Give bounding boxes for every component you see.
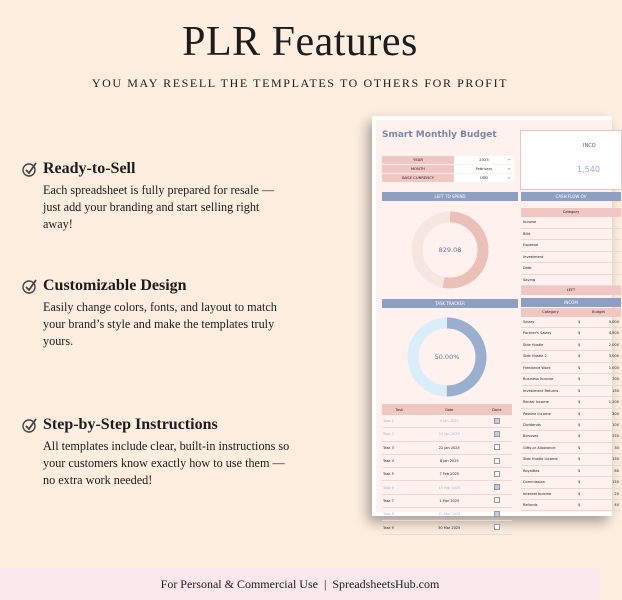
income-row	[521, 500, 621, 511]
income-row	[521, 386, 621, 397]
income-currency: $	[578, 468, 581, 473]
task-row	[382, 508, 512, 521]
cash-flow-row: Bills	[521, 229, 621, 241]
income-amount: 1,200	[608, 400, 619, 405]
income-category: Side Hustle Income	[523, 457, 558, 462]
task-date: 1 Mar 2025	[417, 494, 482, 507]
income-category: Refunds	[523, 503, 538, 507]
income-row	[521, 317, 621, 328]
task-done-checkbox[interactable]	[494, 484, 500, 490]
task-date: 15 Feb 2025	[417, 481, 482, 494]
income-category: Business Income	[523, 377, 554, 382]
income-currency: $	[578, 331, 581, 336]
task-date: 15 Jan 2025	[417, 428, 482, 441]
income-category: Passive Income	[523, 411, 551, 416]
income-category: Partner's Salary	[523, 331, 552, 336]
cash-flow-row: Income	[521, 217, 621, 229]
task-column-header: Task	[382, 404, 417, 415]
income-category: Side Hustle 2	[523, 354, 547, 359]
setting-label: BASE CURRENCY	[382, 174, 454, 182]
income-currency: $	[578, 377, 581, 382]
setting-label: YEAR	[382, 156, 454, 164]
left-to-spend-header: LEFT TO SPEND	[382, 192, 518, 201]
task-progress-value: 50.00%	[434, 353, 460, 361]
income-row	[521, 374, 621, 385]
task-row	[382, 481, 512, 494]
task-date: 7 Feb 2025	[417, 468, 482, 481]
income-currency: $	[578, 365, 581, 370]
page-subtitle: YOU MAY RESELL THE TEMPLATES TO OTHERS FOR PROFIT	[91, 76, 509, 90]
income-amount: 20	[614, 491, 619, 496]
income-currency: $	[578, 320, 581, 324]
task-row	[382, 468, 512, 481]
income-currency: $	[578, 400, 581, 405]
task-name: Task 7	[382, 494, 417, 507]
footer-website: SpreadsheetsHub.com	[332, 576, 440, 591]
task-date: 22 Jan 2025	[417, 441, 482, 454]
income-budget-header: Budget	[592, 310, 605, 314]
income-category: Investment Returns	[523, 388, 559, 393]
income-category: Side Hustle	[523, 342, 544, 347]
income-currency: $	[578, 434, 581, 439]
income-currency: $	[578, 342, 581, 347]
income-row	[521, 351, 621, 362]
income-amount: 150	[612, 388, 619, 393]
task-name: Task 4	[382, 454, 417, 467]
income-row	[521, 363, 621, 374]
task-date: 8 Jan 2025	[417, 454, 482, 467]
task-row	[382, 415, 512, 428]
task-name: Task 9	[382, 521, 417, 534]
sheet-settings	[382, 156, 514, 183]
income-amount: 150	[612, 457, 619, 462]
income-table	[521, 308, 621, 511]
income-amount: 150	[612, 480, 619, 485]
income-category: Royalties	[523, 468, 540, 473]
income-currency: $	[578, 388, 581, 393]
sheet-title: Smart Monthly Budget	[382, 130, 497, 140]
check-badge-icon	[22, 278, 38, 294]
income-amount: 1,000	[608, 365, 619, 370]
task-done-checkbox[interactable]	[494, 497, 500, 503]
spreadsheet-preview	[372, 116, 619, 530]
footer-bar	[0, 568, 600, 600]
task-date: 30 Mar 2025	[417, 521, 482, 534]
task-name: Task 6	[382, 481, 417, 494]
income-row	[521, 489, 621, 500]
task-done-checkbox[interactable]	[494, 418, 500, 424]
feature-title: Step-by-Step Instructions	[43, 416, 218, 433]
date-column-header: Date	[417, 404, 482, 415]
task-name: Task 2	[382, 428, 417, 441]
feature-customizable-design	[22, 277, 292, 350]
income-category: Freelance Work	[523, 365, 551, 370]
feature-description: Easily change colors, fonts, and layout to match your brand’s style and make the templates truly yours.	[43, 300, 277, 348]
income-currency: $	[578, 491, 581, 496]
footer-usage: For Personal & Commercial Use	[160, 576, 318, 591]
cash-flow-table	[521, 208, 621, 295]
feature-description: Each spreadsheet is fully prepared for resale — just add your branding and start selling right away!	[43, 183, 275, 231]
income-row	[521, 454, 621, 465]
income-row	[521, 420, 621, 431]
income-amount: 40	[614, 503, 619, 507]
income-category: Rental Income	[523, 400, 549, 405]
page-title: PLR Features	[182, 19, 418, 65]
feature-description: All templates include clear, built-in instructions so your customers know exactly how to use them — no extra work needed!	[43, 439, 290, 487]
income-row	[521, 340, 621, 351]
task-row	[382, 494, 512, 507]
feature-step-by-step	[22, 416, 292, 489]
task-row	[382, 428, 512, 441]
income-currency: $	[578, 422, 581, 427]
income-amount: 30	[614, 445, 619, 450]
income-row	[521, 466, 621, 477]
month-select[interactable]: February ▾	[454, 165, 514, 173]
income-category: Interest Income	[523, 491, 552, 496]
income-amount: 80	[614, 468, 619, 473]
income-category: Bonuses	[523, 434, 539, 439]
cash-flow-row: Debt	[521, 263, 621, 275]
check-badge-icon	[22, 417, 38, 433]
income-currency: $	[578, 457, 581, 462]
income-row	[521, 409, 621, 420]
task-row	[382, 521, 512, 534]
task-date: 15 Mar 2025	[417, 508, 482, 521]
income-row	[521, 431, 621, 442]
income-amount: 100	[612, 422, 619, 427]
income-value: 1,540	[577, 165, 600, 174]
cash-flow-category-header: Category	[521, 208, 621, 217]
income-amount: 300	[612, 411, 619, 416]
income-summary-card	[520, 130, 622, 190]
task-name: Task 1	[382, 415, 417, 428]
task-table	[382, 404, 512, 535]
feature-title: Ready-to-Sell	[43, 160, 136, 177]
check-badge-icon	[22, 161, 38, 177]
task-tracker-header: TASK TRACKER	[382, 299, 518, 308]
income-row	[521, 397, 621, 408]
cash-flow-header: CASH FLOW OV	[521, 192, 621, 201]
income-row	[521, 328, 621, 339]
income-amount: 5,000	[608, 320, 619, 324]
income-row	[521, 477, 621, 488]
setting-label: MONTH	[382, 165, 454, 173]
task-name: Task 5	[382, 468, 417, 481]
left-to-spend-value: 829.08	[438, 246, 462, 254]
done-column-header: Done	[482, 404, 512, 415]
task-name: Task 8	[382, 508, 417, 521]
task-done-checkbox[interactable]	[494, 431, 500, 437]
income-category: Commission	[523, 480, 545, 485]
task-done-checkbox[interactable]	[494, 511, 500, 517]
income-section-header: INCOM	[521, 298, 621, 307]
income-category: Gifts or Allowance	[523, 445, 556, 450]
income-label: INCO	[583, 143, 596, 149]
cash-flow-left-row: LEFT	[521, 286, 621, 295]
income-amount: 250	[612, 434, 619, 439]
income-amount: 2,000	[608, 342, 619, 347]
feature-ready-to-sell	[22, 160, 292, 233]
task-date: 5 Jan 2025	[417, 415, 482, 428]
currency-select[interactable]: USD ▾	[454, 174, 514, 182]
income-currency: $	[578, 445, 581, 450]
income-currency: $	[578, 354, 581, 359]
cash-flow-row: Expense	[521, 240, 621, 252]
task-row	[382, 454, 512, 467]
task-name: Task 3	[382, 441, 417, 454]
income-amount: 700	[612, 377, 619, 382]
income-category: Dividends	[523, 422, 541, 427]
task-done-checkbox[interactable]	[494, 444, 500, 450]
year-select[interactable]: 2025 ▾	[454, 156, 514, 164]
income-category-header: Category	[542, 310, 559, 314]
income-currency: $	[578, 503, 581, 507]
task-done-checkbox[interactable]	[494, 524, 500, 530]
feature-title: Customizable Design	[43, 277, 187, 294]
income-currency: $	[578, 480, 581, 485]
income-currency: $	[578, 411, 581, 416]
cash-flow-row: Investment	[521, 252, 621, 264]
footer-separator: |	[323, 576, 327, 591]
income-amount: 4,500	[608, 331, 619, 336]
income-row	[521, 443, 621, 454]
task-done-checkbox[interactable]	[494, 458, 500, 464]
cash-flow-row: Saving	[521, 275, 621, 287]
income-category: Salary	[523, 320, 535, 324]
income-amount: 3,000	[608, 354, 619, 359]
task-row	[382, 441, 512, 454]
task-done-checkbox[interactable]	[494, 471, 500, 477]
